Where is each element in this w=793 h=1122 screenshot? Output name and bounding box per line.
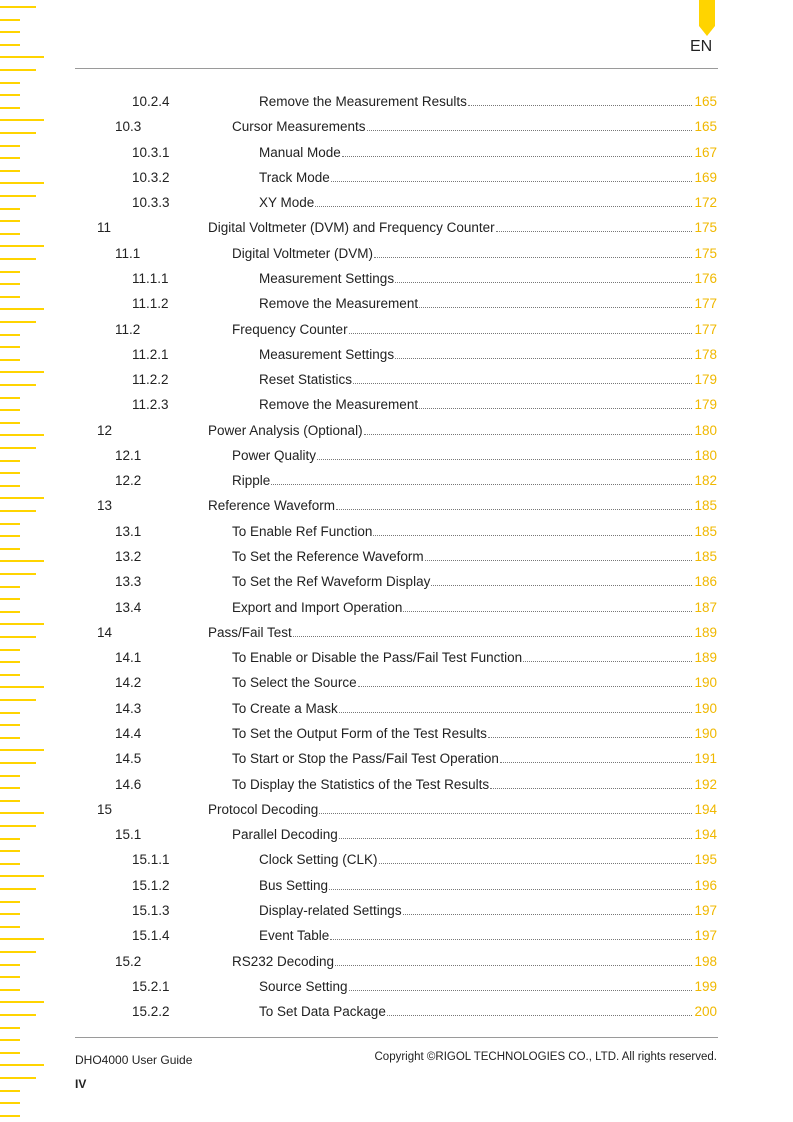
- toc-entry[interactable]: [0, 344, 793, 366]
- toc-entry-title: To Create a Mask: [232, 701, 338, 716]
- language-tab-marker: [699, 0, 715, 26]
- toc-entry-number: 15.2.2: [132, 1004, 170, 1019]
- toc-entry-title: Ripple: [232, 473, 271, 488]
- toc-entry-title: To Set the Ref Waveform Display: [232, 574, 431, 589]
- toc-entry-number: 14.3: [115, 701, 142, 716]
- toc-entry-title: RS232 Decoding: [232, 954, 335, 969]
- toc-entry-number: 15.1.4: [132, 928, 170, 943]
- toc-entry[interactable]: [0, 369, 793, 391]
- toc-dot-leader: [431, 585, 692, 586]
- toc-dot-leader: [490, 788, 692, 789]
- toc-entry[interactable]: [0, 1001, 793, 1023]
- page-number: IV: [75, 1077, 87, 1091]
- toc-entry-title: To Enable or Disable the Pass/Fail Test Function: [232, 650, 523, 665]
- toc-entry[interactable]: [0, 571, 793, 593]
- toc-entry-title: Reset Statistics: [259, 372, 353, 387]
- toc-entry-title: Digital Voltmeter (DVM) and Frequency Counter: [208, 220, 495, 235]
- toc-entry-page[interactable]: 177: [694, 296, 717, 311]
- toc-entry-page[interactable]: 180: [694, 423, 717, 438]
- toc-entry-number: 15: [97, 802, 113, 817]
- toc-entry-page[interactable]: 189: [694, 650, 717, 665]
- toc-entry[interactable]: [0, 470, 793, 492]
- toc-entry-page[interactable]: 185: [694, 524, 717, 539]
- toc-entry-title: Reference Waveform: [208, 498, 336, 513]
- toc-entry-page[interactable]: 197: [694, 903, 717, 918]
- toc-entry-number: 11.2.1: [132, 347, 169, 362]
- toc-dot-leader: [374, 257, 692, 258]
- toc-entry-title: To Set the Reference Waveform: [232, 549, 424, 564]
- toc-entry[interactable]: [0, 521, 793, 543]
- toc-entry-number: 11.1.2: [132, 296, 169, 311]
- toc-entry-number: 11: [97, 220, 112, 235]
- toc-entry-number: 15.2: [115, 954, 142, 969]
- toc-entry-page[interactable]: 175: [694, 246, 717, 261]
- toc-dot-leader: [342, 156, 693, 157]
- toc-entry-page[interactable]: 185: [694, 498, 717, 513]
- toc-entry[interactable]: [0, 597, 793, 619]
- toc-dot-leader: [488, 737, 693, 738]
- toc-entry[interactable]: [0, 647, 793, 669]
- toc-entry-number: 13.2: [115, 549, 142, 564]
- toc-entry-page[interactable]: 200: [694, 1004, 717, 1019]
- toc-entry-number: 10.2.4: [132, 94, 170, 109]
- toc-entry-page[interactable]: 172: [694, 195, 717, 210]
- toc-entry-number: 15.2.1: [132, 979, 170, 994]
- toc-entry[interactable]: [0, 976, 793, 998]
- toc-entry-number: 11.2.2: [132, 372, 169, 387]
- toc-entry-page[interactable]: 176: [694, 271, 717, 286]
- toc-dot-leader: [496, 231, 693, 232]
- toc-entry-number: 10.3: [115, 119, 142, 134]
- toc-entry[interactable]: [0, 622, 793, 644]
- toc-entry-title: Cursor Measurements: [232, 119, 366, 134]
- toc-dot-leader: [373, 535, 692, 536]
- toc-entry-page[interactable]: 191: [694, 751, 717, 766]
- toc-entry-page[interactable]: 187: [694, 600, 717, 615]
- toc-entry-page[interactable]: 165: [694, 94, 717, 109]
- toc-entry-title: To Enable Ref Function: [232, 524, 373, 539]
- language-label: EN: [690, 38, 713, 55]
- toc-entry-page[interactable]: 185: [694, 549, 717, 564]
- toc-entry-title: To Select the Source: [232, 675, 357, 690]
- toc-dot-leader: [523, 661, 692, 662]
- toc-entry[interactable]: [0, 268, 793, 290]
- toc-dot-leader: [403, 914, 693, 915]
- toc-entry-title: To Display the Statistics of the Test Results: [232, 777, 490, 792]
- toc-entry-page[interactable]: 177: [694, 322, 717, 337]
- toc-entry-title: Source Setting: [259, 979, 348, 994]
- toc-entry-title: XY Mode: [259, 195, 315, 210]
- toc-dot-leader: [364, 434, 693, 435]
- toc-dot-leader: [315, 206, 692, 207]
- toc-dot-leader: [468, 105, 693, 106]
- toc-entry-page[interactable]: 190: [694, 726, 717, 741]
- toc-dot-leader: [367, 130, 693, 131]
- toc-entry-title: Track Mode: [259, 170, 330, 185]
- toc-entry-page[interactable]: 180: [694, 448, 717, 463]
- toc-entry-page[interactable]: 186: [694, 574, 717, 589]
- toc-dot-leader: [319, 813, 692, 814]
- toc-entry[interactable]: [0, 875, 793, 897]
- header-divider: [75, 68, 718, 69]
- toc-entry-title: To Start or Stop the Pass/Fail Test Operation: [232, 751, 499, 766]
- toc-entry-number: 13: [97, 498, 113, 513]
- toc-entry-title: Clock Setting (CLK): [259, 852, 378, 867]
- toc-dot-leader: [419, 408, 692, 409]
- toc-entry-number: 14.2: [115, 675, 142, 690]
- toc-entry-page[interactable]: 196: [694, 878, 717, 893]
- toc-entry-title: Measurement Settings: [259, 347, 395, 362]
- toc-entry-number: 10.3.3: [132, 195, 170, 210]
- toc-entry-page[interactable]: 189: [694, 625, 717, 640]
- toc-dot-leader: [358, 686, 693, 687]
- language-tab-arrow: [699, 26, 715, 36]
- toc-entry-number: 12: [97, 423, 113, 438]
- toc-dot-leader: [403, 611, 692, 612]
- toc-entry-title: Remove the Measurement: [259, 296, 419, 311]
- toc-entry-page[interactable]: 165: [694, 119, 717, 134]
- toc-entry-number: 12.2: [115, 473, 142, 488]
- toc-entry[interactable]: [0, 445, 793, 467]
- toc-dot-leader: [317, 459, 692, 460]
- toc-entry-title: Frequency Counter: [232, 322, 348, 337]
- toc-dot-leader: [349, 333, 693, 334]
- toc-entry[interactable]: [0, 217, 793, 239]
- toc-entry-title: Pass/Fail Test: [208, 625, 292, 640]
- toc-entry[interactable]: [0, 672, 793, 694]
- toc-dot-leader: [500, 762, 693, 763]
- toc-entry-page[interactable]: 167: [694, 145, 717, 160]
- toc-entry-title: To Set the Output Form of the Test Results: [232, 726, 487, 741]
- toc-entry-page[interactable]: 199: [694, 979, 717, 994]
- toc-entry-page[interactable]: 169: [694, 170, 717, 185]
- toc-entry-page[interactable]: 198: [694, 954, 717, 969]
- toc-entry-title: Remove the Measurement: [259, 397, 419, 412]
- toc-entry-page[interactable]: 197: [694, 928, 717, 943]
- toc-entry-number: 11.1: [115, 246, 141, 261]
- document-title: DHO4000 User Guide: [75, 1053, 193, 1067]
- toc-dot-leader: [330, 939, 692, 940]
- toc-entry[interactable]: [0, 824, 793, 846]
- toc-entry-number: 13.4: [115, 600, 142, 615]
- toc-entry[interactable]: [0, 116, 793, 138]
- toc-entry[interactable]: [0, 951, 793, 973]
- toc-entry-number: 11.1.1: [132, 271, 169, 286]
- toc-entry-page[interactable]: 179: [694, 372, 717, 387]
- toc-entry-title: Event Table: [259, 928, 330, 943]
- toc-dot-leader: [395, 358, 692, 359]
- toc-dot-leader: [293, 636, 693, 637]
- toc-entry[interactable]: [0, 192, 793, 214]
- toc-dot-leader: [353, 383, 692, 384]
- toc-entry-number: 14.5: [115, 751, 142, 766]
- copyright-notice: Copyright ©RIGOL TECHNOLOGIES CO., LTD. All rights reserved.: [374, 1051, 717, 1063]
- toc-entry-title: Export and Import Operation: [232, 600, 403, 615]
- toc-entry[interactable]: [0, 748, 793, 770]
- toc-entry-number: 15.1.2: [132, 878, 170, 893]
- toc-entry-number: 13.3: [115, 574, 142, 589]
- toc-entry-number: 14.4: [115, 726, 142, 741]
- toc-entry[interactable]: [0, 167, 793, 189]
- toc-entry-title: Bus Setting: [259, 878, 329, 893]
- toc-dot-leader: [339, 712, 693, 713]
- toc-entry[interactable]: [0, 243, 793, 265]
- toc-dot-leader: [335, 965, 692, 966]
- toc-entry-page[interactable]: 190: [694, 701, 717, 716]
- toc-entry-number: 13.1: [115, 524, 142, 539]
- toc-entry-title: Power Analysis (Optional): [208, 423, 363, 438]
- toc-entry-title: Manual Mode: [259, 145, 341, 160]
- toc-dot-leader: [329, 889, 692, 890]
- toc-entry-number: 15.1: [115, 827, 142, 842]
- toc-entry-title: Display-related Settings: [259, 903, 402, 918]
- toc-entry[interactable]: [0, 495, 793, 517]
- toc-entry-page[interactable]: 175: [694, 220, 717, 235]
- toc-entry-title: Remove the Measurement Results: [259, 94, 467, 109]
- toc-entry-number: 15.1.1: [132, 852, 170, 867]
- toc-entry-page[interactable]: 182: [694, 473, 717, 488]
- toc-entry[interactable]: [0, 723, 793, 745]
- toc-dot-leader: [336, 509, 692, 510]
- toc-entry-number: 14: [97, 625, 113, 640]
- toc-entry-page[interactable]: 190: [694, 675, 717, 690]
- toc-entry[interactable]: [0, 698, 793, 720]
- toc-dot-leader: [419, 307, 692, 308]
- toc-dot-leader: [331, 181, 693, 182]
- toc-entry-title: Parallel Decoding: [232, 827, 338, 842]
- toc-entry-number: 11.2.3: [132, 397, 169, 412]
- toc-entry[interactable]: [0, 849, 793, 871]
- toc-entry-number: 15.1.3: [132, 903, 170, 918]
- toc-dot-leader: [271, 484, 692, 485]
- toc-entry[interactable]: [0, 293, 793, 315]
- toc-entry-number: 14.6: [115, 777, 142, 792]
- toc-entry-number: 11.2: [115, 322, 141, 337]
- toc-entry[interactable]: [0, 142, 793, 164]
- toc-entry-title: Power Quality: [232, 448, 317, 463]
- footer-divider: [75, 1037, 718, 1038]
- toc-entry[interactable]: [0, 774, 793, 796]
- toc-entry-page[interactable]: 192: [694, 777, 717, 792]
- toc-dot-leader: [425, 560, 693, 561]
- toc-entry[interactable]: [0, 420, 793, 442]
- toc-entry[interactable]: [0, 546, 793, 568]
- toc-entry-title: Digital Voltmeter (DVM): [232, 246, 374, 261]
- toc-dot-leader: [395, 282, 692, 283]
- toc-entry[interactable]: [0, 799, 793, 821]
- toc-entry-number: 14.1: [115, 650, 142, 665]
- toc-dot-leader: [349, 990, 693, 991]
- toc-entry-title: Measurement Settings: [259, 271, 395, 286]
- toc-dot-leader: [339, 838, 693, 839]
- toc-entry[interactable]: [0, 394, 793, 416]
- toc-entry[interactable]: [0, 925, 793, 947]
- toc-entry-title: To Set Data Package: [259, 1004, 386, 1019]
- toc-entry-page[interactable]: 179: [694, 397, 717, 412]
- toc-entry-number: 10.3.1: [132, 145, 170, 160]
- toc-entry[interactable]: [0, 900, 793, 922]
- toc-entry-page[interactable]: 194: [694, 802, 717, 817]
- toc-entry-page[interactable]: 178: [694, 347, 717, 362]
- toc-entry-title: Protocol Decoding: [208, 802, 319, 817]
- toc-entry[interactable]: [0, 91, 793, 113]
- toc-entry[interactable]: [0, 319, 793, 341]
- toc-entry-number: 12.1: [115, 448, 142, 463]
- toc-dot-leader: [379, 863, 693, 864]
- toc-entry-page[interactable]: 195: [694, 852, 717, 867]
- toc-dot-leader: [387, 1015, 693, 1016]
- toc-entry-number: 10.3.2: [132, 170, 170, 185]
- toc-entry-page[interactable]: 194: [694, 827, 717, 842]
